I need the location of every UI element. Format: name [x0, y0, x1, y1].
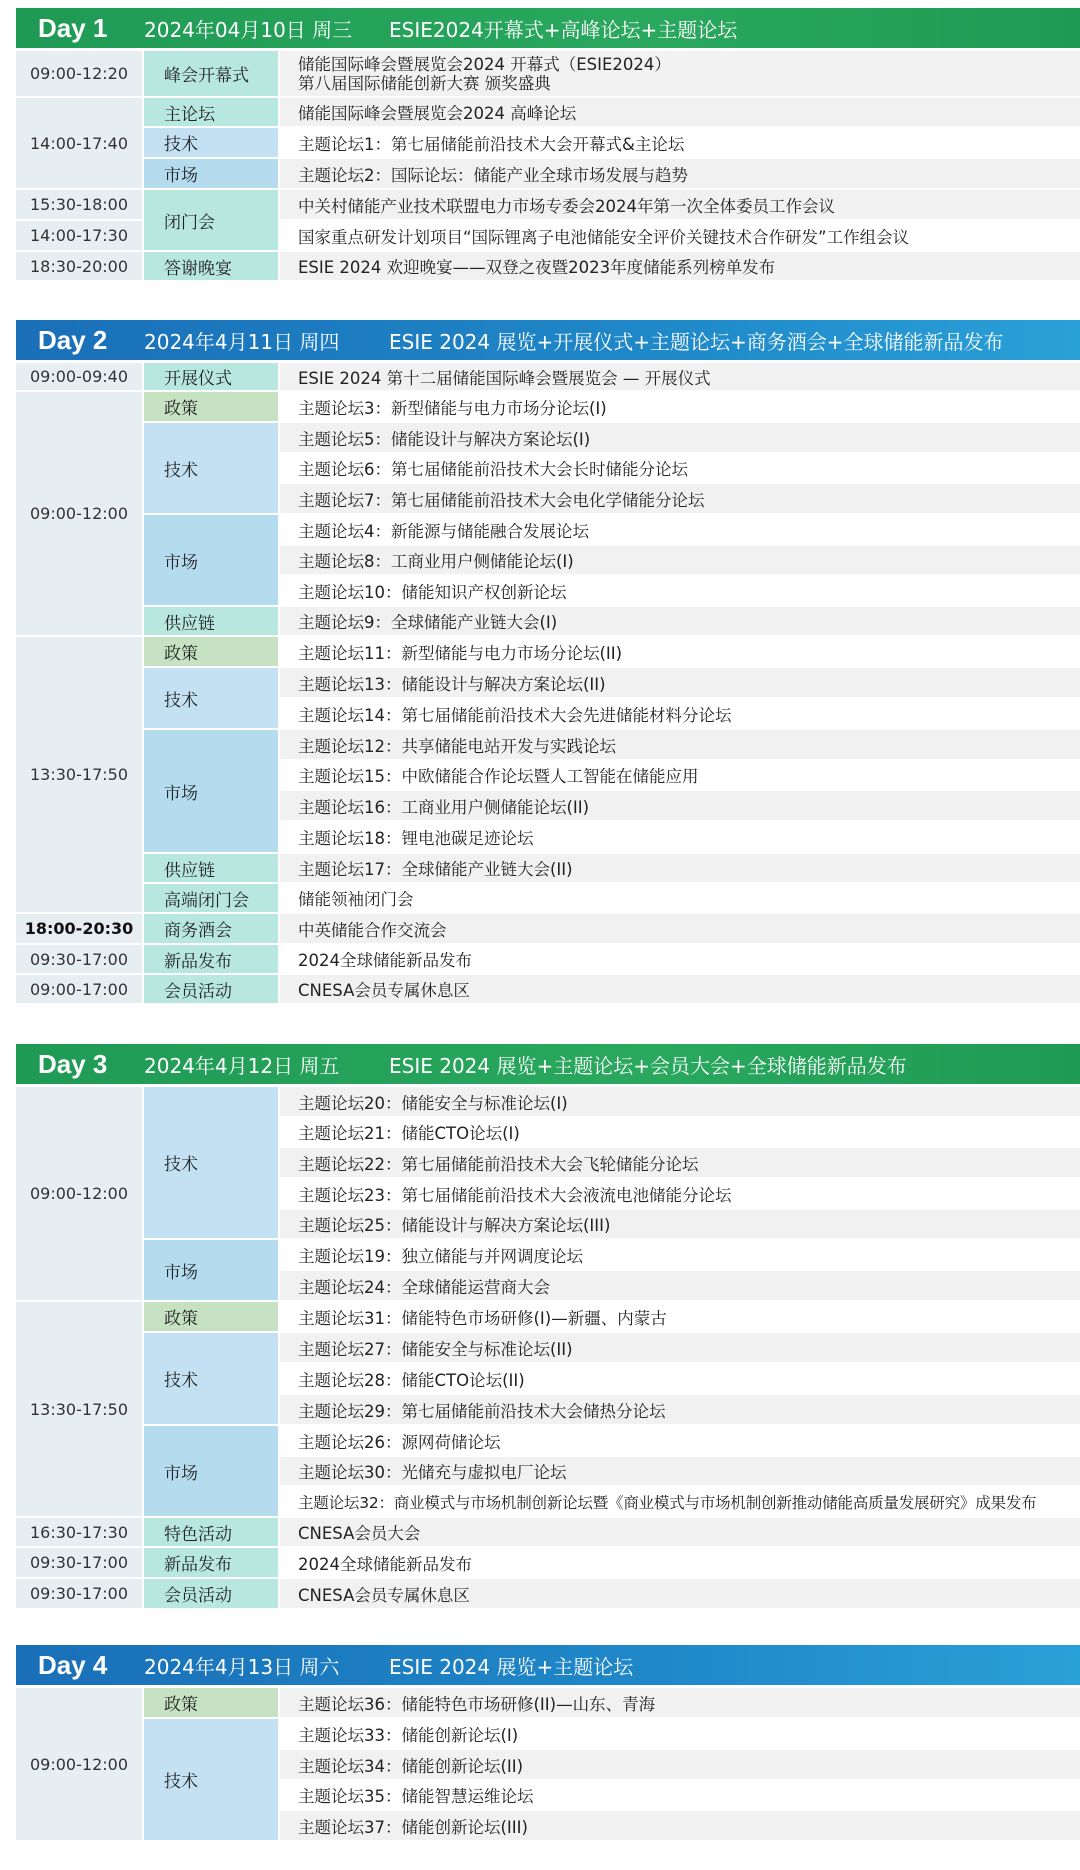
- time-cell: 13:30-17:50: [16, 637, 142, 912]
- session-item: 主题论坛6：第七届储能前沿技术大会长时储能分论坛: [280, 454, 1080, 482]
- session-item: CNESA会员专属休息区: [280, 975, 1080, 1003]
- session-item: 主题论坛13：储能设计与解决方案论坛(II): [280, 668, 1080, 697]
- session-item: 主题论坛12：共享储能电站开发与实践论坛: [280, 730, 1080, 759]
- day3-header: [16, 1044, 1080, 1084]
- time-cell: 09:00-12:00: [16, 1688, 142, 1840]
- category-cell: 市场: [144, 1240, 278, 1300]
- session-item: 主题论坛22：第七届储能前沿技术大会飞轮储能分论坛: [280, 1148, 1080, 1177]
- session-item: 主题论坛28：储能CTO论坛(II): [280, 1364, 1080, 1393]
- category-cell: 供应链: [144, 854, 278, 882]
- time-cell: 09:30-17:00: [16, 1548, 142, 1577]
- time-cell: 14:00-17:30: [16, 221, 142, 250]
- session-item: 主题论坛19：独立储能与并网调度论坛: [280, 1240, 1080, 1269]
- category-cell: 市场: [144, 730, 278, 852]
- session-item: 主题论坛14：第七届储能前沿技术大会先进储能材料分论坛: [280, 699, 1080, 728]
- time-cell: 13:30-17:50: [16, 1302, 142, 1516]
- time-cell: 14:00-17:40: [16, 98, 142, 188]
- session-item: 主题论坛4：新能源与储能融合发展论坛: [280, 515, 1080, 544]
- day-title: ESIE 2024 展览+主题论坛+会员大会+全球储能新品发布: [389, 1053, 907, 1078]
- session-item: 主题论坛27：储能安全与标准论坛(II): [280, 1333, 1080, 1362]
- day-label: Day 3: [38, 1048, 108, 1079]
- session-item: 主题论坛30：光储充与虚拟电厂论坛: [280, 1457, 1080, 1485]
- day3-section: [16, 1044, 1080, 1614]
- day2-header: [16, 320, 1080, 360]
- time-cell: 18:30-20:00: [16, 252, 142, 280]
- session-item: 主题论坛1：第七届储能前沿技术大会开幕式&主论坛: [280, 128, 1080, 157]
- time-cell: 09:00-17:00: [16, 975, 142, 1003]
- time-cell: 16:30-17:30: [16, 1518, 142, 1546]
- day-label: Day 4: [38, 1649, 108, 1680]
- session-item: 主题论坛26：源网荷储论坛: [280, 1426, 1080, 1455]
- category-cell: 市场: [144, 1426, 278, 1516]
- session-item: 主题论坛5：储能设计与解决方案论坛(I): [280, 423, 1080, 452]
- day-date: 2024年4月13日 周六: [144, 1654, 340, 1679]
- category-cell: 政策: [144, 392, 278, 421]
- category-cell: 开展仪式: [144, 363, 278, 390]
- day-label: Day 2: [38, 324, 108, 355]
- session-item: CNESA会员大会: [280, 1518, 1080, 1546]
- day1-section: [16, 8, 1080, 295]
- session-item: 主题论坛25：储能设计与解决方案论坛(III): [280, 1210, 1080, 1238]
- session-item: 主题论坛2：国际论坛：储能产业全球市场发展与趋势: [280, 159, 1080, 188]
- category-cell: 技术: [144, 1087, 278, 1238]
- session-item: 储能国际峰会暨展览会2024 开幕式（ESIE2024） 第八届国际储能创新大赛 颁奖盛典: [280, 51, 1080, 96]
- session-item: 主题论坛3：新型储能与电力市场分论坛(I): [280, 392, 1080, 421]
- session-item: 2024全球储能新品发布: [280, 945, 1080, 973]
- category-cell: 特色活动: [144, 1518, 278, 1546]
- category-cell: 会员活动: [144, 975, 278, 1003]
- day4-header: [16, 1645, 1080, 1685]
- category-cell: 技术: [144, 423, 278, 513]
- category-cell: 政策: [144, 637, 278, 666]
- time-cell: 09:30-17:00: [16, 945, 142, 973]
- day-title: ESIE 2024 展览+主题论坛: [389, 1654, 634, 1679]
- category-cell: 技术: [144, 128, 278, 157]
- session-item: 主题论坛8：工商业用户侧储能论坛(I): [280, 546, 1080, 574]
- session-item: 主题论坛37：储能创新论坛(III): [280, 1811, 1080, 1840]
- category-cell: 供应链: [144, 607, 278, 635]
- category-cell: 技术: [144, 1719, 278, 1840]
- category-cell: 政策: [144, 1688, 278, 1717]
- session-item: 2024全球储能新品发布: [280, 1548, 1080, 1577]
- day4-section: [16, 1645, 1080, 1863]
- session-item: 主题论坛11：新型储能与电力市场分论坛(II): [280, 637, 1080, 666]
- session-item: 主题论坛35：储能智慧运维论坛: [280, 1781, 1080, 1809]
- category-cell: 答谢晚宴: [144, 252, 278, 280]
- time-cell: 09:30-17:00: [16, 1579, 142, 1608]
- category-cell: 政策: [144, 1302, 278, 1331]
- session-item: 主题论坛7：第七届储能前沿技术大会电化学储能分论坛: [280, 484, 1080, 513]
- session-item: 储能国际峰会暨展览会2024 高峰论坛: [280, 98, 1080, 126]
- session-item: ESIE 2024 欢迎晚宴——双登之夜暨2023年度储能系列榜单发布: [280, 252, 1080, 280]
- session-item: 主题论坛17：全球储能产业链大会(II): [280, 854, 1080, 882]
- session-item: 储能领袖闭门会: [280, 884, 1080, 912]
- day-date: 2024年4月11日 周四: [144, 329, 340, 354]
- category-cell: 新品发布: [144, 945, 278, 973]
- session-item: 主题论坛18：锂电池碳足迹论坛: [280, 822, 1080, 852]
- category-cell: 高端闭门会: [144, 884, 278, 912]
- session-item: 主题论坛16：工商业用户侧储能论坛(II): [280, 791, 1080, 820]
- session-item: 主题论坛31：储能特色市场研修(I)—新疆、内蒙古: [280, 1302, 1080, 1331]
- day-title: ESIE2024开幕式+高峰论坛+主题论坛: [389, 17, 738, 42]
- day-date: 2024年4月12日 周五: [144, 1053, 340, 1078]
- session-item: ESIE 2024 第十二届储能国际峰会暨展览会 — 开展仪式: [280, 363, 1080, 390]
- category-cell: 市场: [144, 515, 278, 605]
- day1-header: [16, 8, 1080, 48]
- time-cell: 18:00-20:30: [16, 914, 142, 943]
- session-item: 主题论坛32：商业模式与市场机制创新论坛暨《商业模式与市场机制创新推动储能高质量发展研究》成果发布: [280, 1487, 1080, 1516]
- day-label: Day 1: [38, 12, 108, 43]
- session-item: 主题论坛9：全球储能产业链大会(I): [280, 607, 1080, 635]
- category-cell: 会员活动: [144, 1579, 278, 1608]
- time-cell: 09:00-12:00: [16, 1087, 142, 1300]
- session-item: 主题论坛20：储能安全与标准论坛(I): [280, 1087, 1080, 1116]
- session-item: 主题论坛21：储能CTO论坛(I): [280, 1118, 1080, 1146]
- day2-section: [16, 320, 1080, 1020]
- session-item: 主题论坛10：储能知识产权创新论坛: [280, 576, 1080, 605]
- category-cell: 主论坛: [144, 98, 278, 126]
- time-cell: 09:00-09:40: [16, 363, 142, 390]
- category-cell: 峰会开幕式: [144, 51, 278, 96]
- day-title: ESIE 2024 展览+开展仪式+主题论坛+商务酒会+全球储能新品发布: [389, 329, 1004, 354]
- day-date: 2024年04月10日 周三: [144, 17, 353, 42]
- session-item: 主题论坛15：中欧储能合作论坛暨人工智能在储能应用: [280, 761, 1080, 789]
- session-item: 主题论坛34：储能创新论坛(II): [280, 1750, 1080, 1779]
- category-cell: 新品发布: [144, 1548, 278, 1577]
- category-cell: 闭门会: [144, 190, 278, 250]
- time-cell: 09:00-12:20: [16, 51, 142, 96]
- session-item: 主题论坛24：全球储能运营商大会: [280, 1271, 1080, 1300]
- session-item: 中关村储能产业技术联盟电力市场专委会2024年第一次全体委员工作会议: [280, 190, 1080, 219]
- category-cell: 技术: [144, 1333, 278, 1424]
- time-cell: 15:30-18:00: [16, 190, 142, 219]
- category-cell: 技术: [144, 668, 278, 728]
- session-item: 主题论坛29：第七届储能前沿技术大会储热分论坛: [280, 1395, 1080, 1424]
- session-item: 主题论坛23：第七届储能前沿技术大会液流电池储能分论坛: [280, 1179, 1080, 1208]
- category-cell: 市场: [144, 159, 278, 188]
- category-cell: 商务酒会: [144, 914, 278, 943]
- session-item: 中英储能合作交流会: [280, 914, 1080, 943]
- session-item: CNESA会员专属休息区: [280, 1579, 1080, 1608]
- session-item: 主题论坛33：储能创新论坛(I): [280, 1719, 1080, 1748]
- time-cell: 09:00-12:00: [16, 392, 142, 635]
- session-item: 主题论坛36：储能特色市场研修(II)—山东、青海: [280, 1688, 1080, 1717]
- session-item: 国家重点研发计划项目“国际锂离子电池储能安全评价关键技术合作研发”工作组会议: [280, 221, 1080, 250]
